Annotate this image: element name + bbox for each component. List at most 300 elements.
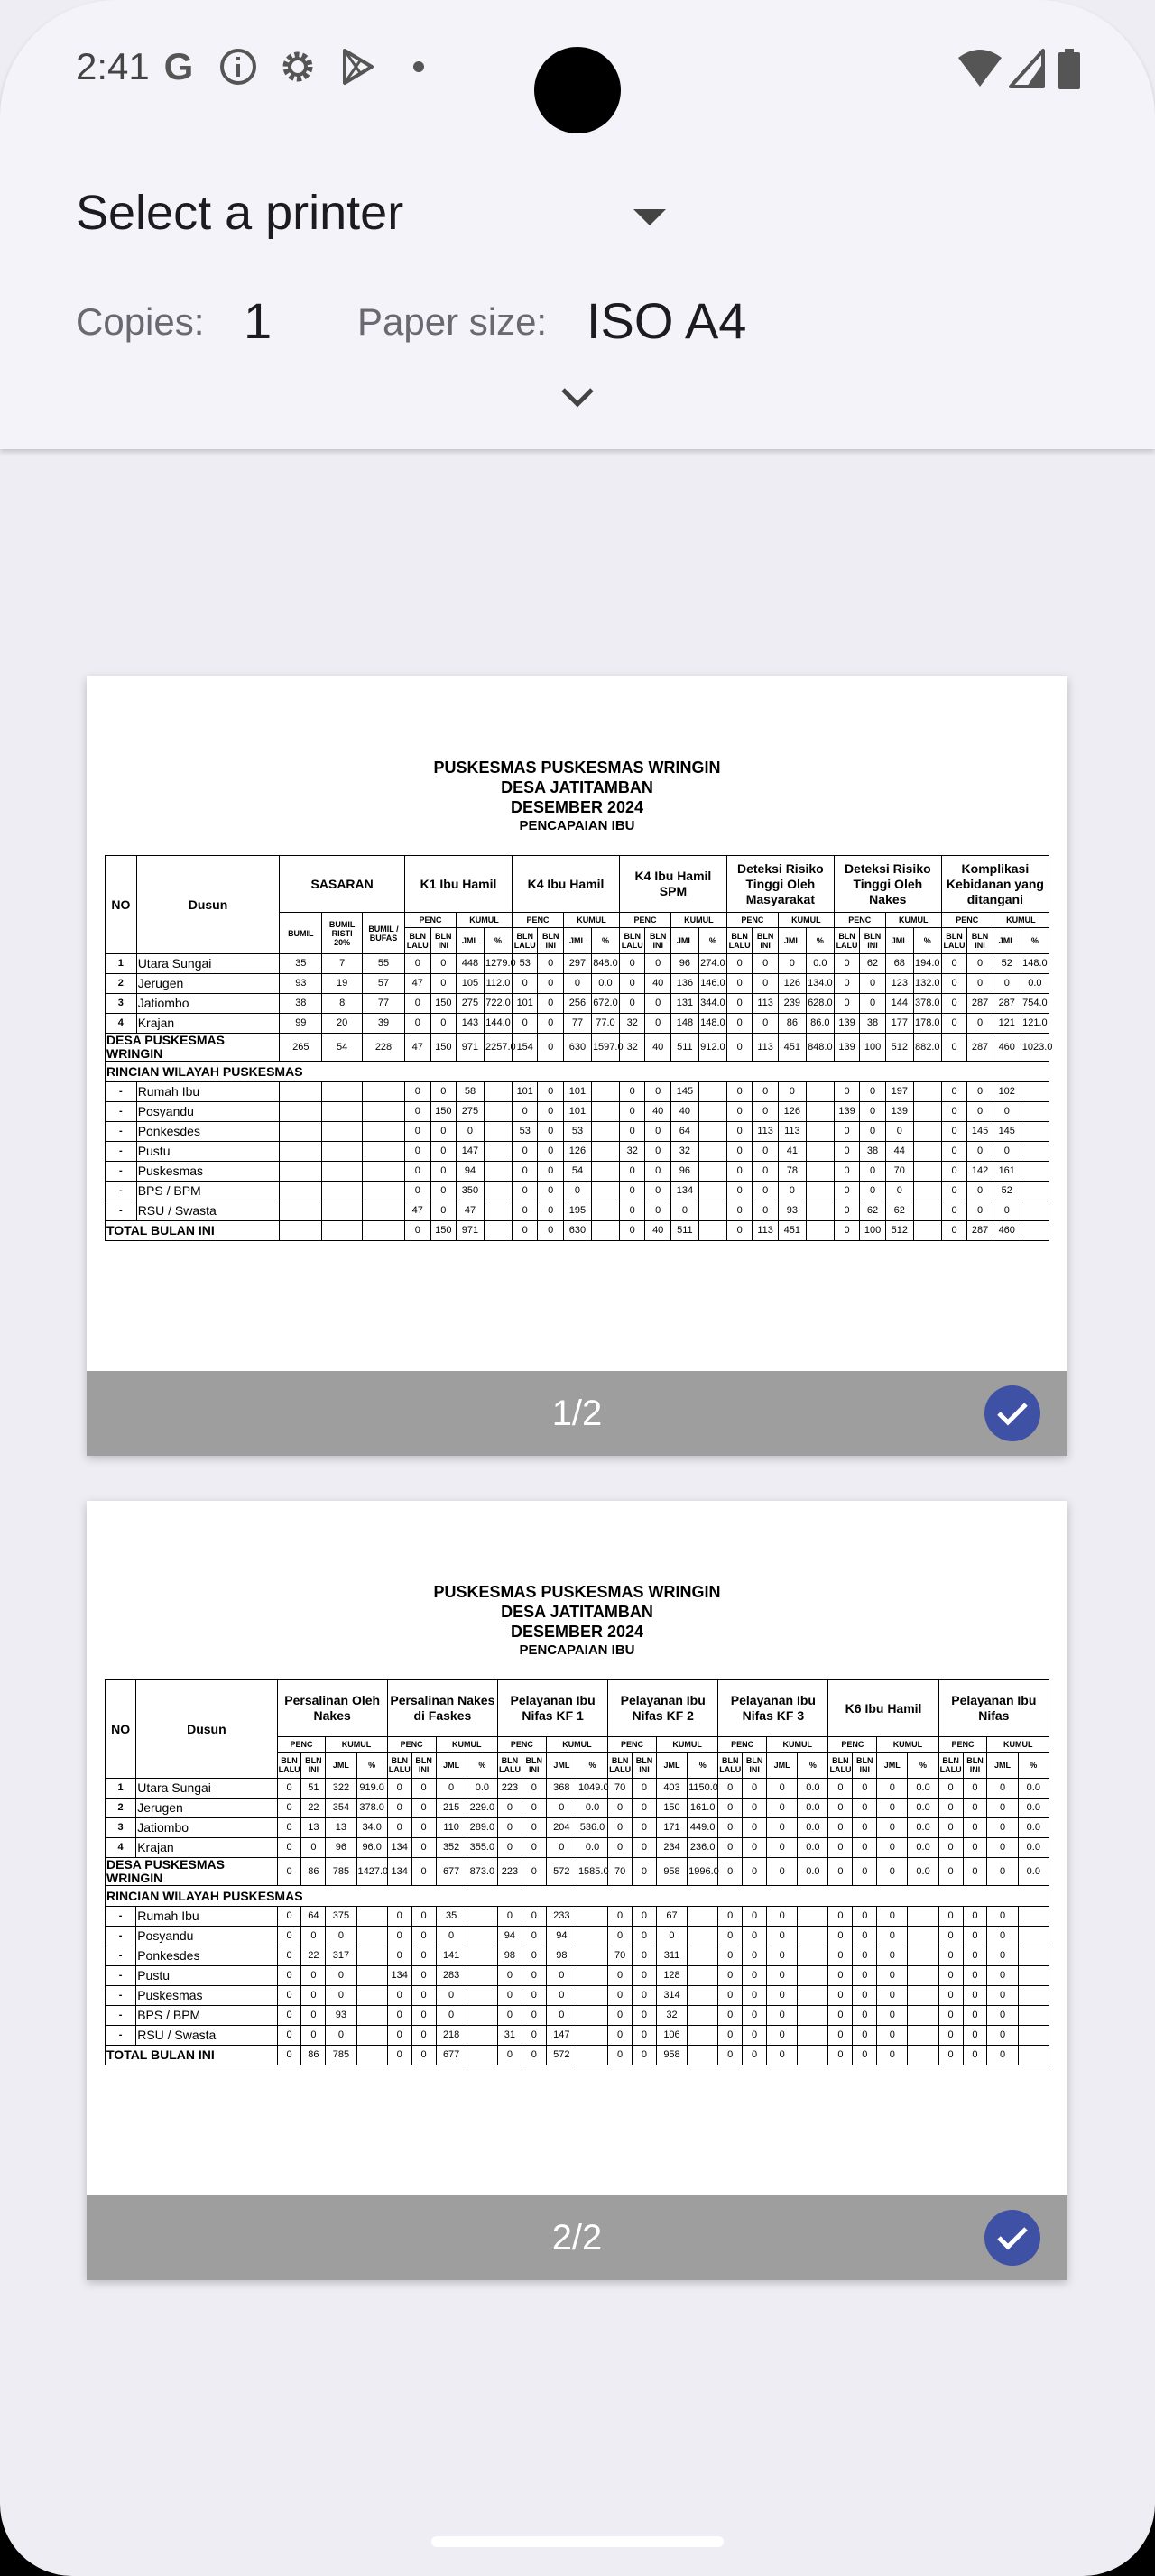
column-dusun-header: Dusun [136, 856, 280, 954]
row-number: 3 [106, 1818, 136, 1838]
summary-label: TOTAL BULAN INI [106, 2046, 278, 2065]
table-cell [1021, 1182, 1049, 1201]
table-cell: 0 [987, 1858, 1018, 1886]
table-cell: 0 [538, 974, 563, 994]
table-cell: 0 [767, 1966, 798, 1986]
page-preview-2[interactable] [87, 1501, 1067, 2280]
table-cell: 94 [457, 1162, 485, 1182]
column-group-header: K4 Ibu Hamil [513, 856, 620, 913]
table-cell: 971 [457, 1221, 485, 1241]
row-number: 1 [106, 1779, 136, 1799]
table-cell: 0 [834, 1082, 859, 1102]
table-cell: 0 [411, 1907, 436, 1927]
table-cell [356, 2026, 387, 2046]
table-cell: 144.0 [484, 1014, 512, 1034]
table-cell [356, 2046, 387, 2065]
table-cell: 0 [834, 1182, 859, 1201]
table-cell [698, 1201, 726, 1221]
table-cell: 511 [670, 1221, 698, 1241]
table-cell: 136 [670, 974, 698, 994]
table-cell: 0 [767, 1907, 798, 1927]
jml-subheader: JML [767, 1753, 798, 1779]
table-cell: 131 [670, 994, 698, 1014]
table-cell: 0 [405, 954, 430, 974]
document-title-line: PUSKESMAS PUSKESMAS WRINGIN [433, 759, 721, 777]
table-cell: 368 [546, 1779, 577, 1799]
table-cell: 0 [497, 1986, 522, 2006]
table-cell: 0.0 [908, 1818, 938, 1838]
table-cell: 35 [280, 954, 322, 974]
dropdown-arrow-icon[interactable] [633, 209, 666, 227]
column-group-header: SASARAN [280, 856, 405, 913]
table-cell: 0 [645, 1142, 670, 1162]
table-cell: 0 [834, 1142, 859, 1162]
table-cell: 355.0 [467, 1838, 497, 1858]
table-cell: 0 [633, 1858, 657, 1886]
table-cell: 0 [941, 1142, 966, 1162]
table-cell [806, 1162, 834, 1182]
table-cell [698, 1082, 726, 1102]
table-cell: 161.0 [688, 1799, 718, 1818]
table-cell: 0 [497, 1966, 522, 1986]
row-dusun: Jerugen [136, 974, 280, 994]
table-cell: 0 [767, 2006, 798, 2026]
table-cell: 150 [656, 1799, 687, 1818]
table-cell: 34.0 [356, 1818, 387, 1838]
table-cell: 0 [828, 1907, 853, 1927]
document-title-line: DESEMBER 2024 [510, 1623, 644, 1641]
table-cell [1018, 1986, 1049, 2006]
table-cell: 0 [430, 1014, 456, 1034]
printer-select[interactable]: Select a printer [76, 186, 404, 240]
table-cell: 101 [563, 1102, 591, 1122]
table-cell: 0 [670, 1201, 698, 1221]
table-row [106, 1966, 1049, 1986]
table-cell [698, 1221, 726, 1241]
camera-cutout [534, 47, 621, 133]
table-cell: 0 [987, 1986, 1018, 2006]
table-cell: 57 [362, 974, 404, 994]
table-cell: 101 [563, 1082, 591, 1102]
summary-label: DESA PUSKESMAS WRINGIN [106, 1034, 280, 1062]
page-footer [87, 2195, 1067, 2280]
jml-subheader: JML [656, 1753, 687, 1779]
table-cell: 0 [522, 1986, 546, 2006]
table-cell: 54 [322, 1034, 363, 1062]
table-cell: 0 [608, 2026, 633, 2046]
table-cell: 0 [513, 1014, 538, 1034]
bln-ini-subheader: BLN INI [963, 1753, 987, 1779]
table-cell: 38 [860, 1014, 885, 1034]
page-select-checkbox[interactable] [984, 1385, 1040, 1441]
kumul-subheader: KUMUL [457, 913, 513, 928]
kumul-subheader: KUMUL [993, 913, 1049, 928]
table-cell: 0 [608, 2046, 633, 2065]
table-cell: 0 [877, 1907, 908, 1927]
table-cell: 215 [436, 1799, 467, 1818]
table-cell: 0 [405, 1182, 430, 1201]
navigation-handle[interactable] [431, 2536, 724, 2547]
jml-subheader: JML [993, 928, 1021, 954]
table-cell: 0 [767, 1986, 798, 2006]
table-cell: 0 [718, 2006, 743, 2026]
table-cell: 0 [513, 1142, 538, 1162]
table-cell: 0 [877, 1818, 908, 1838]
document-subtitle: PENCAPAIAN IBU [519, 818, 635, 833]
table-cell: 228 [362, 1034, 404, 1062]
table-cell: 0.0 [577, 1799, 607, 1818]
table-cell: 287 [993, 994, 1021, 1014]
table-cell [280, 1102, 322, 1122]
expand-icon[interactable] [559, 386, 596, 409]
table-cell: 52 [993, 954, 1021, 974]
table-cell: 0 [411, 2026, 436, 2046]
table-cell: 0 [387, 1986, 411, 2006]
table-cell: 126 [563, 1142, 591, 1162]
table-cell: 0 [753, 1182, 778, 1201]
table-cell: 0 [860, 1122, 885, 1142]
table-cell [577, 2046, 607, 2065]
table-cell: 0 [718, 2046, 743, 2065]
page-number: 1/2 [551, 1394, 603, 1433]
table-cell: 0 [987, 1799, 1018, 1818]
table-cell: 0 [430, 1142, 456, 1162]
table-cell: 22 [301, 1946, 326, 1966]
table-cell: 128 [656, 1966, 687, 1986]
table-cell [908, 1966, 938, 1986]
table-cell: 0.0 [577, 1838, 607, 1858]
table-row [106, 1927, 1049, 1946]
row-dusun: Rumah Ibu [136, 1907, 277, 1927]
table-cell: 78 [778, 1162, 806, 1182]
table-cell: 0 [645, 1082, 670, 1102]
table-cell [1018, 2006, 1049, 2026]
table-cell: 93 [326, 2006, 356, 2026]
table-cell: 0 [436, 2006, 467, 2026]
table-cell [913, 1122, 941, 1142]
table-cell: 0 [522, 2006, 546, 2026]
table-cell: 0 [436, 1927, 467, 1946]
table-cell: 0 [753, 1082, 778, 1102]
pct-subheader: % [908, 1753, 938, 1779]
table-cell: 0 [633, 1946, 657, 1966]
paper-size-select[interactable]: ISO A4 [587, 292, 747, 349]
table-cell: 0 [411, 1986, 436, 2006]
table-cell [806, 1201, 834, 1221]
row-dusun: RSU / Swasta [136, 2026, 277, 2046]
row-number: - [106, 1102, 137, 1122]
penc-subheader: PENC [387, 1737, 436, 1753]
table-cell: 0 [743, 1818, 767, 1838]
table-cell: 630 [563, 1034, 591, 1062]
table-cell: 0 [633, 2006, 657, 2026]
table-cell: 0 [619, 1221, 644, 1241]
row-number: - [106, 1946, 136, 1966]
table-cell: 0 [718, 1779, 743, 1799]
table-cell: 70 [885, 1162, 913, 1182]
kumul-subheader: KUMUL [670, 913, 726, 928]
table-cell: 0 [430, 1082, 456, 1102]
table-cell: 0 [645, 994, 670, 1014]
table-cell: 194.0 [913, 954, 941, 974]
row-number: - [106, 2026, 136, 2046]
table-cell: 0 [877, 1946, 908, 1966]
table-cell: 32 [619, 1034, 644, 1062]
bln-ini-subheader: BLN INI [853, 1753, 877, 1779]
table-cell: 0 [853, 1799, 877, 1818]
table-cell: 0 [753, 1142, 778, 1162]
table-row [106, 994, 1049, 1014]
more-dot-icon [404, 47, 444, 87]
table-cell: 0 [387, 1927, 411, 1946]
table-cell: 94 [546, 1927, 577, 1946]
table-cell: 0 [743, 2046, 767, 2065]
bln-ini-subheader: BLN INI [522, 1753, 546, 1779]
table-cell: 0 [726, 954, 752, 974]
table-cell: 106 [656, 2026, 687, 2046]
table-cell: 0 [987, 2046, 1018, 2065]
table-cell: 86 [301, 1858, 326, 1886]
table-cell [1018, 1966, 1049, 1986]
table-cell: 0 [301, 1986, 326, 2006]
row-dusun: Puskesmas [136, 1986, 277, 2006]
table-cell: 958 [656, 1858, 687, 1886]
table-cell [798, 1946, 828, 1966]
table-cell: 0 [828, 1946, 853, 1966]
table-cell: 0 [743, 2006, 767, 2026]
table-cell: 275 [457, 1102, 485, 1122]
table-cell: 0 [301, 2006, 326, 2026]
table-cell: 41 [778, 1142, 806, 1162]
table-header-row [106, 856, 1049, 913]
column-subheader: BUMIL / BUFAS [362, 913, 404, 954]
table-cell: 0 [963, 1838, 987, 1858]
kumul-subheader: KUMUL [877, 1737, 938, 1753]
table-cell [698, 1162, 726, 1182]
table-cell: 1150.0 [688, 1779, 718, 1799]
bln-ini-subheader: BLN INI [430, 928, 456, 954]
table-cell: 0 [301, 2026, 326, 2046]
table-cell: 0 [718, 1838, 743, 1858]
table-cell [322, 1142, 363, 1162]
table-cell: 47 [405, 974, 430, 994]
table-row [106, 1082, 1049, 1102]
summary-row [106, 1858, 1049, 1886]
table-cell: 0 [726, 1102, 752, 1122]
table-cell: 0 [645, 1122, 670, 1142]
table-cell: 77 [563, 1014, 591, 1034]
table-cell: 0 [753, 974, 778, 994]
kumul-subheader: KUMUL [326, 1737, 387, 1753]
battery-icon [1058, 49, 1081, 90]
table-cell: 0 [941, 1102, 966, 1122]
table-cell [688, 1946, 718, 1966]
table-cell: 0 [834, 974, 859, 994]
table-cell: 126 [778, 974, 806, 994]
table-cell: 0 [853, 1818, 877, 1838]
table-cell: 0 [405, 1122, 430, 1142]
column-group-header: Pelayanan Ibu Nifas KF 3 [718, 1680, 828, 1737]
table-row [106, 1122, 1049, 1142]
table-cell: 0 [608, 1907, 633, 1927]
table-cell [362, 1122, 404, 1142]
copies-field[interactable]: 1 [244, 292, 273, 349]
table-cell: 96 [670, 1162, 698, 1182]
table-cell [1021, 1221, 1049, 1241]
table-cell: 0 [941, 1034, 966, 1062]
table-cell: 0 [753, 954, 778, 974]
penc-subheader: PENC [497, 1737, 546, 1753]
pct-subheader: % [484, 928, 512, 954]
table-cell: 0 [726, 1034, 752, 1062]
bln-lalu-subheader: BLN LALU [608, 1753, 633, 1779]
table-cell: 848.0 [806, 1034, 834, 1062]
table-cell: 32 [670, 1142, 698, 1162]
table-cell: 0 [941, 1182, 966, 1201]
table-cell: 0 [743, 1838, 767, 1858]
table-cell: 197 [885, 1082, 913, 1102]
table-cell: 0 [538, 1102, 563, 1122]
table-row [106, 1907, 1049, 1927]
table-cell [280, 1082, 322, 1102]
jml-subheader: JML [987, 1753, 1018, 1779]
row-number: 3 [106, 994, 137, 1014]
table-cell: 0 [963, 1779, 987, 1799]
table-cell: 148.0 [698, 1014, 726, 1034]
column-group-header: Pelayanan Ibu Nifas KF 2 [608, 1680, 718, 1737]
table-cell: 350 [457, 1182, 485, 1201]
table-cell [908, 1986, 938, 2006]
table-cell [913, 1182, 941, 1201]
table-cell: 0 [277, 2006, 301, 2026]
table-row [106, 974, 1049, 994]
table-cell: 51 [301, 1779, 326, 1799]
row-dusun: Posyandu [136, 1927, 277, 1946]
table-cell [688, 2006, 718, 2026]
table-cell: 958 [656, 2046, 687, 2065]
table-cell: 0 [546, 1966, 577, 1986]
table-cell: 0 [828, 2046, 853, 2065]
table-cell [698, 1122, 726, 1142]
table-cell: 0 [726, 1122, 752, 1142]
table-cell [688, 1927, 718, 1946]
table-cell: 0 [963, 1799, 987, 1818]
page-preview-1[interactable] [87, 676, 1067, 1456]
table-cell: 98 [497, 1946, 522, 1966]
table-cell [280, 1162, 322, 1182]
table-cell: 0 [877, 1966, 908, 1986]
table-cell [591, 1142, 619, 1162]
table-cell: 274.0 [698, 954, 726, 974]
table-cell: 0 [277, 1927, 301, 1946]
table-cell [798, 1907, 828, 1927]
table-cell: 0 [853, 1946, 877, 1966]
row-dusun: Utara Sungai [136, 954, 280, 974]
table-cell: 0 [828, 1966, 853, 1986]
table-cell: 0 [522, 2046, 546, 2065]
table-cell: 0 [430, 1182, 456, 1201]
table-cell: 0 [877, 1838, 908, 1858]
table-cell: 0 [411, 1927, 436, 1946]
table-cell: 0 [877, 1779, 908, 1799]
table-cell: 234 [656, 1838, 687, 1858]
table-cell [362, 1102, 404, 1122]
table-cell: 0 [767, 1927, 798, 1946]
table-cell: 32 [656, 2006, 687, 2026]
check-icon [996, 2225, 1029, 2250]
table-cell: 0 [538, 1082, 563, 1102]
pct-subheader: % [591, 928, 619, 954]
table-cell: 0 [941, 1201, 966, 1221]
bln-lalu-subheader: BLN LALU [277, 1753, 301, 1779]
table-cell: 0 [941, 1082, 966, 1102]
table-cell: 141 [436, 1946, 467, 1966]
table-cell: 0 [993, 1201, 1021, 1221]
table-cell: 0 [938, 2046, 963, 2065]
table-cell: 0 [405, 994, 430, 1014]
table-cell: 44 [885, 1142, 913, 1162]
table-cell: 0 [411, 1838, 436, 1858]
table-cell [591, 1082, 619, 1102]
table-cell: 139 [885, 1102, 913, 1122]
penc-subheader: PENC [608, 1737, 657, 1753]
table-cell: 572 [546, 2046, 577, 2065]
table-cell: 64 [301, 1907, 326, 1927]
table-cell: 0 [938, 1858, 963, 1886]
table-cell: 113 [753, 1034, 778, 1062]
table-cell: 0 [718, 1946, 743, 1966]
table-cell: 0 [987, 1946, 1018, 1966]
row-dusun: Utara Sungai [136, 1779, 277, 1799]
document-subtitle: PENCAPAIAN IBU [519, 1642, 635, 1658]
table-cell [322, 1221, 363, 1241]
table-cell: 283 [436, 1966, 467, 1986]
table-cell: 511 [670, 1034, 698, 1062]
table-cell [322, 1182, 363, 1201]
table-cell: 147 [457, 1142, 485, 1162]
summary-row [106, 2046, 1049, 2065]
table-cell: 0 [938, 1818, 963, 1838]
table-cell: 145 [967, 1122, 993, 1142]
table-cell: 311 [656, 1946, 687, 1966]
table-cell: 62 [885, 1201, 913, 1221]
section-row [106, 1886, 1049, 1907]
jml-subheader: JML [457, 928, 485, 954]
table-row [106, 2026, 1049, 2046]
table-cell: 204 [546, 1818, 577, 1838]
document-title-line: DESEMBER 2024 [510, 798, 644, 816]
table-cell [484, 1082, 512, 1102]
penc-subheader: PENC [277, 1737, 326, 1753]
page-select-checkbox[interactable] [984, 2210, 1040, 2266]
table-cell: 0 [522, 1927, 546, 1946]
table-cell: 0 [411, 1818, 436, 1838]
settings-icon [278, 47, 318, 87]
table-cell: 0 [277, 1986, 301, 2006]
table-cell [577, 2006, 607, 2026]
table-cell: 102 [993, 1082, 1021, 1102]
table-cell: 0 [860, 1182, 885, 1201]
table-cell: 139 [834, 1014, 859, 1034]
table-cell: 677 [436, 1858, 467, 1886]
table-cell: 146.0 [698, 974, 726, 994]
column-group-header: K6 Ibu Hamil [828, 1680, 938, 1737]
table-cell: 0 [538, 1034, 563, 1062]
table-cell: 52 [993, 1182, 1021, 1201]
table-cell: 0 [277, 1966, 301, 1986]
table-cell [484, 1102, 512, 1122]
table-cell: 0 [967, 1014, 993, 1034]
